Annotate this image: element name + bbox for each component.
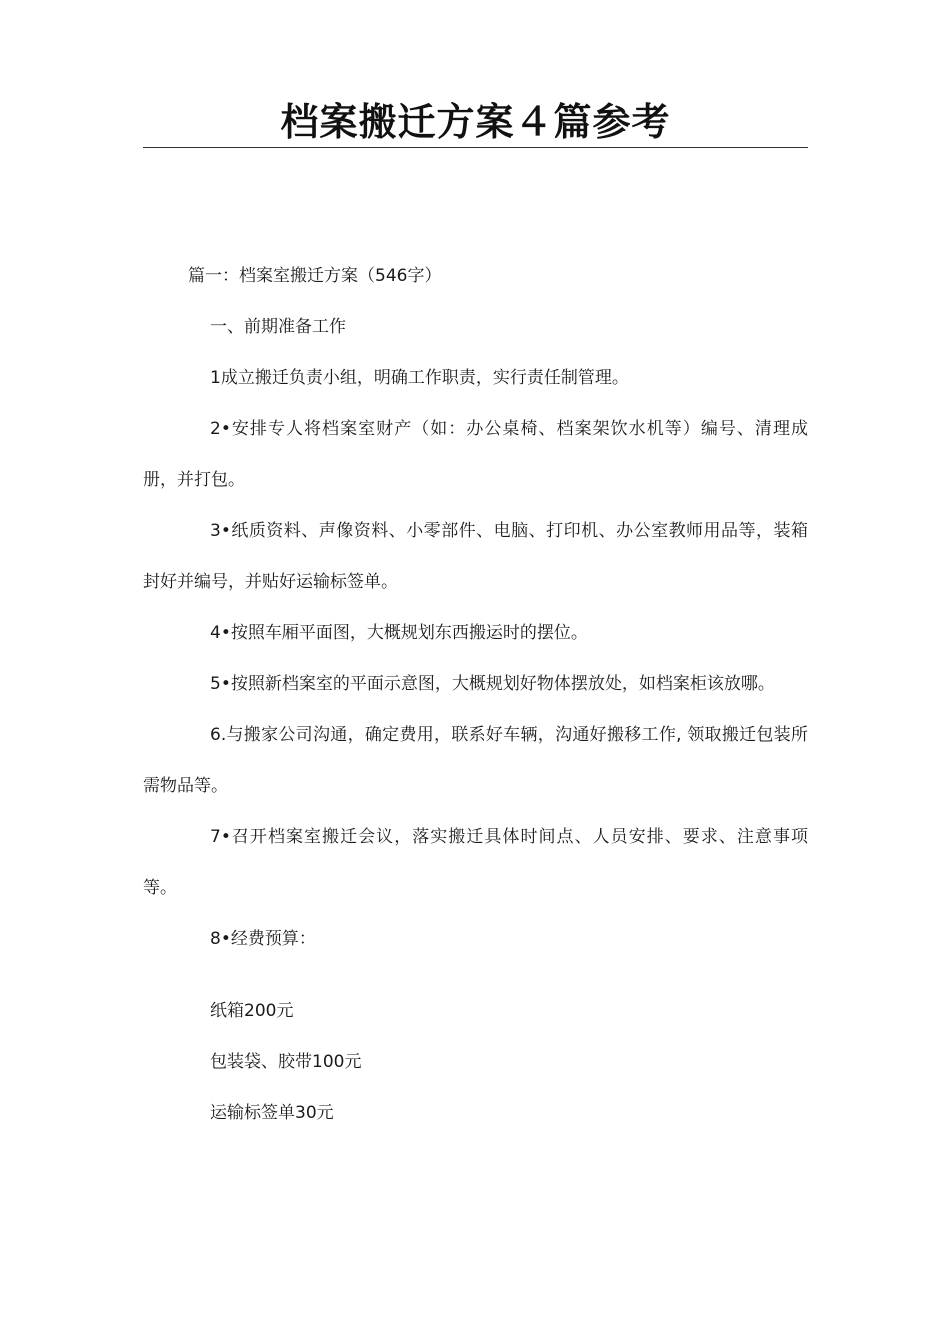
budget-item: 运输标签单30元 (210, 1103, 334, 1123)
document-title: 档案搬迁方案４篇参考 (280, 100, 671, 144)
paragraph-8: 8•经费预算： (210, 929, 316, 949)
paragraph-1: 1成立搬迁负责小组，明确工作职责，实行责任制管理。 (210, 368, 629, 388)
subheading: 一、前期准备工作 (210, 317, 346, 337)
paragraph-5: 5•按照新档案室的平面示意图，大概规划好物体摆放处，如档案柜该放哪。 (210, 674, 775, 694)
spacer (143, 965, 808, 986)
section-heading: 篇一：档案室搬迁方案（546字） (188, 266, 442, 286)
document-body (143, 251, 808, 1139)
paragraph-4: 4•按照车厢平面图，大概规划东西搬运时的摆位。 (210, 623, 588, 643)
paragraph-2: 2•安排专人将档案室财产（如：办公桌椅、档案架饮水机等）编号、清理成册，并打包。 (143, 419, 808, 490)
budget-item: 纸箱200元 (210, 1001, 294, 1021)
paragraph-7: 7•召开档案室搬迁会议，落实搬迁具体时间点、人员安排、要求、注意事项等。 (143, 827, 808, 898)
paragraph-6: 6.与搬家公司沟通，确定费用，联系好车辆，沟通好搬移工作, 领取搬迁包装所需物品等。 (143, 725, 808, 796)
paragraph-3: 3•纸质资料、声像资料、小零部件、电脑、打印机、办公室教师用品等，装箱封好并编号，并贴好运输标签单。 (143, 521, 808, 592)
title-underline (143, 147, 808, 148)
budget-item: 包装袋、胶带100元 (210, 1052, 362, 1072)
